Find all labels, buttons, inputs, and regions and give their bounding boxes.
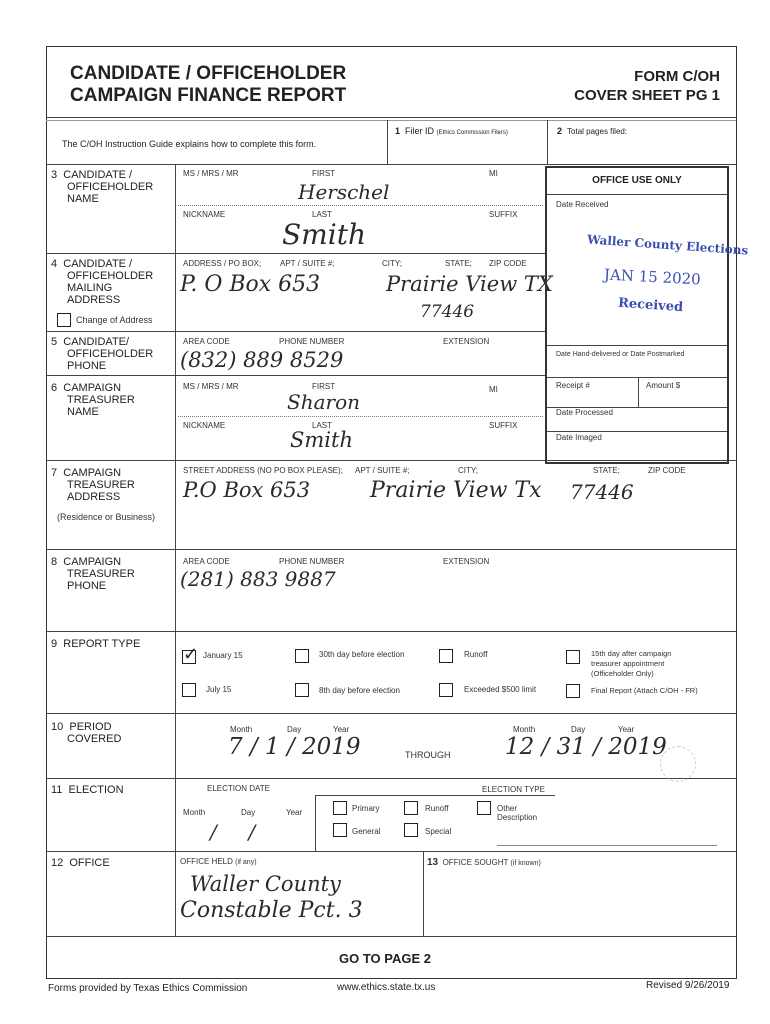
15th-day-checkbox[interactable]	[566, 650, 580, 664]
exceeded-limit-label: Exceeded $500 limit	[464, 685, 537, 694]
state-label: STATE;	[445, 259, 472, 268]
office-held-label: OFFICE HELD (if any)	[180, 857, 257, 866]
to-month-label: Month	[513, 725, 536, 734]
city-label: CITY;	[382, 259, 402, 268]
office-use-title: OFFICE USE ONLY	[592, 175, 682, 186]
cover-sheet-label: COVER SHEET PG 1	[574, 87, 720, 104]
special-label: Special	[425, 827, 452, 836]
first-label: FIRST	[312, 169, 336, 178]
other-description-line	[497, 845, 717, 846]
treasurer-city-label: CITY;	[458, 466, 478, 475]
15th-day-label: 15th day after campaign treasurer appointment (Officeholder Only)	[591, 649, 672, 678]
july-15-label: July 15	[206, 685, 232, 694]
election-year-label: Year	[286, 808, 303, 817]
treasurer-last-name[interactable]: Smith	[290, 428, 353, 452]
section-9-label: 9 REPORT TYPE	[51, 638, 141, 650]
section-12-label: 12 OFFICE	[51, 857, 110, 869]
candidate-phone[interactable]: (832) 889 8529	[180, 348, 344, 372]
street-address-label: STREET ADDRESS (NO PO BOX PLEASE);	[183, 466, 343, 475]
from-year-label: Year	[333, 725, 350, 734]
revised-date: Revised 9/26/2019	[646, 980, 730, 991]
treasurer-first-name[interactable]: Sharon	[287, 390, 360, 414]
last-label: LAST	[312, 210, 333, 219]
primary-checkbox[interactable]	[333, 801, 347, 815]
filer-id-note: (Ethics Commission Filers)	[436, 130, 508, 136]
section-10-label: 10 PERIOD COVERED	[51, 721, 122, 745]
other-checkbox[interactable]	[477, 801, 491, 815]
total-pages-label: Total pages filed:	[567, 127, 628, 136]
treasurer-mi-label: MI	[489, 385, 498, 394]
treasurer-nickname-label: NICKNAME	[183, 421, 226, 430]
filer-id-field[interactable]	[395, 126, 508, 136]
instruction-text: The C/OH Instruction Guide explains how to complete this form.	[62, 139, 317, 149]
general-checkbox[interactable]	[333, 823, 347, 837]
section-4-label: 4 CANDIDATE / OFFICEHOLDER MAILING ADDRESS	[51, 258, 154, 306]
treasurer-address[interactable]: P.O Box 653	[183, 478, 311, 502]
treasurer-state-label: STATE;	[593, 466, 620, 475]
treasurer-zip[interactable]: 77446	[570, 480, 634, 504]
section-6-label: 6 CAMPAIGN TREASURER NAME	[51, 382, 135, 418]
july-15-checkbox[interactable]	[182, 683, 196, 697]
section-11-label: 11 ELECTION	[51, 784, 124, 796]
january-15-check-mark: ✓	[183, 644, 199, 665]
8th-day-label: 8th day before election	[319, 686, 400, 695]
hand-delivered-label: Date Hand-delivered or Date Postmarked	[556, 351, 685, 358]
address-label: ADDRESS / PO BOX;	[183, 259, 262, 268]
treasurer-phone[interactable]: (281) 883 9887	[180, 567, 336, 591]
treasurer-phone-label: PHONE NUMBER	[279, 557, 345, 566]
runoff-report-checkbox[interactable]	[439, 649, 453, 663]
through-label: THROUGH	[405, 750, 451, 760]
treasurer-city[interactable]: Prairie View Tx	[370, 478, 542, 503]
treasurer-first-label: FIRST	[312, 382, 336, 391]
treasurer-extension-label: EXTENSION	[443, 557, 490, 566]
received-stamp-date: JAN 15 2020	[603, 265, 702, 289]
date-imaged-label: Date Imaged	[556, 433, 602, 442]
exceeded-limit-checkbox[interactable]	[439, 683, 453, 697]
special-checkbox[interactable]	[404, 823, 418, 837]
other-label: Other Description	[497, 804, 538, 822]
section-7-note: (Residence or Business)	[57, 512, 156, 522]
date-processed-label: Date Processed	[556, 408, 613, 417]
phone-number-label: PHONE NUMBER	[279, 337, 345, 346]
final-report-checkbox[interactable]	[566, 684, 580, 698]
candidate-last-name[interactable]: Smith	[282, 218, 366, 251]
period-to-date[interactable]: 12 / 31 / 2019	[505, 734, 667, 760]
date-received-label: Date Received	[556, 200, 609, 209]
faded-seal-stamp	[660, 746, 696, 782]
mi-label: MI	[489, 169, 498, 178]
office-held-line2[interactable]: Constable Pct. 3	[180, 898, 363, 923]
total-pages-field[interactable]	[557, 126, 627, 136]
from-month-label: Month	[230, 725, 253, 734]
30th-day-checkbox[interactable]	[295, 649, 309, 663]
change-of-address-checkbox[interactable]	[57, 313, 71, 327]
received-stamp-line1: Waller County Elections	[586, 232, 749, 258]
header-divider	[46, 117, 736, 118]
form-title-line1: CANDIDATE / OFFICEHOLDER	[70, 63, 347, 84]
section-5-label: 5 CANDIDATE/ OFFICEHOLDER PHONE	[51, 336, 154, 372]
treasurer-last-label: LAST	[312, 421, 333, 430]
candidate-first-name[interactable]: Herschel	[298, 180, 390, 204]
form-id: FORM C/OH	[634, 68, 720, 85]
election-month-label: Month	[183, 808, 206, 817]
election-type-label: ELECTION TYPE	[482, 785, 545, 794]
office-sought-label: 13 OFFICE SOUGHT (if known)	[427, 857, 541, 868]
office-held-line1[interactable]: Waller County	[190, 872, 341, 896]
to-year-label: Year	[618, 725, 635, 734]
received-stamp-received: Received	[617, 295, 684, 316]
apt-label: APT / SUITE #;	[280, 259, 335, 268]
ms-label: MS / MRS / MR	[183, 169, 239, 178]
extension-label: EXTENSION	[443, 337, 490, 346]
website-link[interactable]: www.ethics.state.tx.us	[337, 982, 436, 993]
filer-id-number: 1	[395, 126, 401, 136]
to-day-label: Day	[571, 725, 586, 734]
filer-id-label: Filer ID	[405, 126, 435, 136]
section-8-label: 8 CAMPAIGN TREASURER PHONE	[51, 556, 135, 592]
primary-label: Primary	[352, 804, 380, 813]
period-from-date[interactable]: 7 / 1 / 2019	[228, 734, 361, 760]
runoff-report-label: Runoff	[464, 650, 488, 659]
office-use-box	[545, 166, 729, 464]
candidate-city-state[interactable]: Prairie View TX	[386, 272, 553, 296]
forms-provided-text: Forms provided by Texas Ethics Commission	[48, 983, 248, 994]
general-label: General	[352, 827, 381, 836]
treasurer-ms-label: MS / MRS / MR	[183, 382, 239, 391]
suffix-label: SUFFIX	[489, 210, 518, 219]
election-date-label: ELECTION DATE	[207, 784, 270, 793]
treasurer-suffix-label: SUFFIX	[489, 421, 518, 430]
treasurer-zip-label: ZIP CODE	[648, 466, 686, 475]
zip-label: ZIP CODE	[489, 259, 527, 268]
total-pages-number: 2	[557, 126, 563, 136]
amount-label: Amount $	[646, 381, 681, 390]
30th-day-label: 30th day before election	[319, 650, 405, 659]
candidate-address[interactable]: P. O Box 653	[180, 272, 321, 297]
treasurer-area-code-label: AREA CODE	[183, 557, 230, 566]
8th-day-checkbox[interactable]	[295, 683, 309, 697]
election-day-label: Day	[241, 808, 256, 817]
section-3-label: 3 CANDIDATE / OFFICEHOLDER NAME	[51, 169, 154, 205]
form-title-line2: CAMPAIGN FINANCE REPORT	[70, 85, 347, 106]
nickname-label: NICKNAME	[183, 210, 226, 219]
section-7-label: 7 CAMPAIGN TREASURER ADDRESS	[51, 467, 135, 503]
change-of-address-label: Change of Address	[76, 315, 153, 325]
election-runoff-checkbox[interactable]	[404, 801, 418, 815]
candidate-zip[interactable]: 77446	[420, 302, 475, 322]
final-report-label: Final Report (Attach C/OH - FR)	[591, 686, 698, 695]
area-code-label: AREA CODE	[183, 337, 230, 346]
receipt-label: Receipt #	[556, 381, 590, 390]
january-15-label: January 15	[203, 651, 243, 660]
treasurer-apt-label: APT / SUITE #;	[355, 466, 410, 475]
election-runoff-label: Runoff	[425, 804, 449, 813]
from-day-label: Day	[287, 725, 302, 734]
election-date-slashes[interactable]: / /	[210, 820, 256, 844]
go-to-page-2: GO TO PAGE 2	[339, 951, 431, 966]
